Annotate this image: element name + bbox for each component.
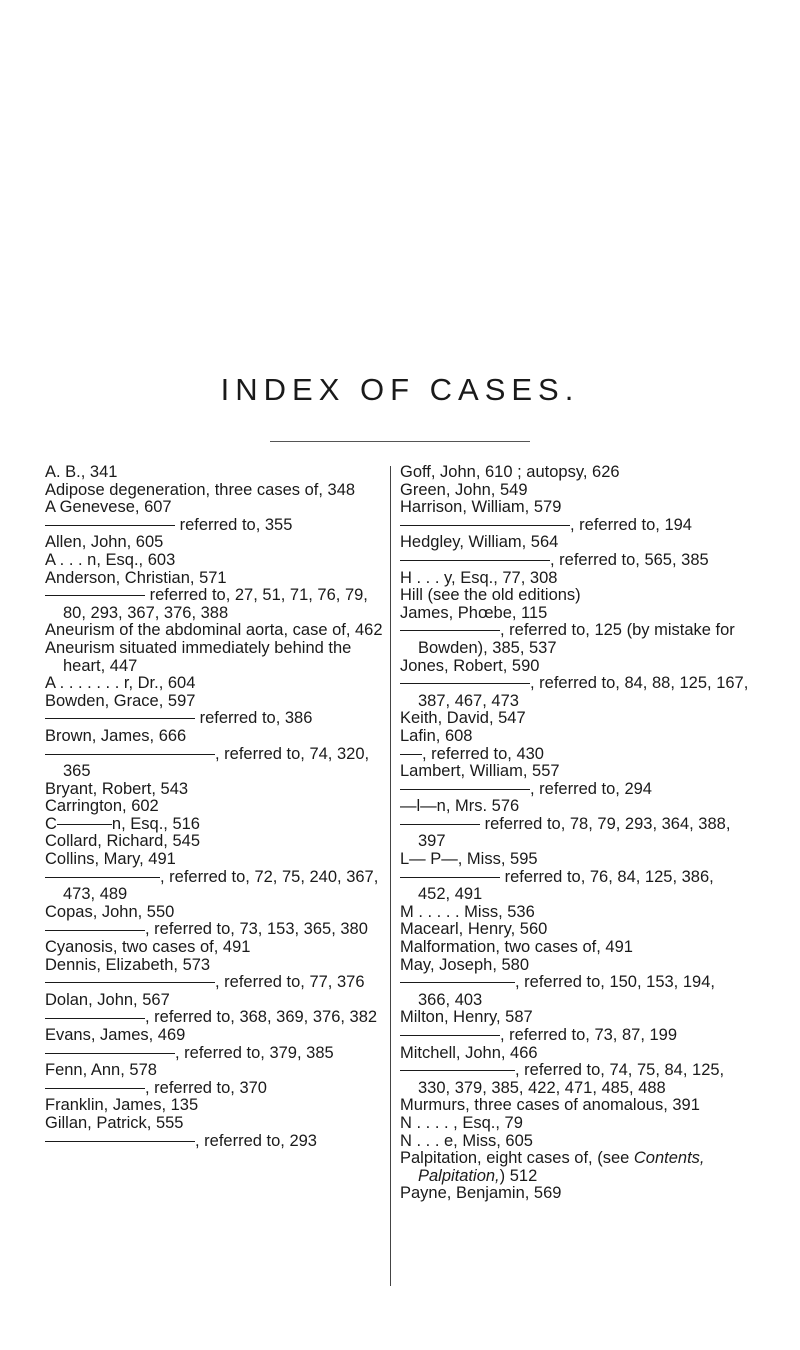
index-entry: referred to, 76, 84, 125, 386, 452, 491 bbox=[400, 869, 750, 904]
index-entry: Palpitation, eight cases of, (see Contents, Palpitation,) 512 bbox=[400, 1149, 705, 1185]
index-entry: , referred to, 368, 369, 376, 382 bbox=[45, 1009, 390, 1027]
index-entry: , referred to, 565, 385 bbox=[400, 552, 750, 570]
index-entry: Allen, John, 605 bbox=[45, 533, 164, 552]
ditto-dash bbox=[57, 824, 112, 825]
ditto-dash bbox=[45, 595, 145, 596]
ditto-dash bbox=[45, 1141, 195, 1142]
ditto-dash bbox=[45, 930, 145, 931]
index-entry: , referred to, 84, 88, 125, 167, 387, 467, 473 bbox=[400, 675, 750, 710]
index-entry: , referred to, 74, 75, 84, 125, 330, 379, 385, 422, 471, 485, 488 bbox=[400, 1062, 750, 1097]
index-entry: Hill (see the old editions) bbox=[400, 586, 581, 605]
index-entry: referred to, 355 bbox=[45, 517, 390, 535]
index-entry: Mitchell, John, 466 bbox=[400, 1043, 538, 1062]
index-entry: , referred to, 379, 385 bbox=[45, 1045, 390, 1063]
index-entry: , referred to, 293 bbox=[45, 1133, 390, 1151]
index-entry: M . . . . . Miss, 536 bbox=[400, 902, 535, 921]
index-entry: Green, John, 549 bbox=[400, 480, 528, 499]
index-entry: Fenn, Ann, 578 bbox=[45, 1061, 157, 1080]
ditto-dash bbox=[400, 1035, 500, 1036]
index-entry: Carrington, 602 bbox=[45, 797, 159, 816]
index-entry: , referred to, 73, 153, 365, 380 bbox=[45, 921, 390, 939]
index-entry: Dolan, John, 567 bbox=[45, 990, 170, 1009]
index-entry: , referred to, 194 bbox=[400, 517, 750, 535]
index-entry: , referred to, 430 bbox=[400, 746, 750, 764]
index-entry: referred to, 386 bbox=[45, 710, 390, 728]
index-entry: Gillan, Patrick, 555 bbox=[45, 1113, 184, 1132]
index-entry: C n, Esq., 516 bbox=[45, 814, 200, 833]
index-entry: A . . . . . . . r, Dr., 604 bbox=[45, 674, 196, 693]
index-entry: Dennis, Elizabeth, 573 bbox=[45, 955, 211, 974]
ditto-dash bbox=[400, 525, 570, 526]
column-divider bbox=[390, 466, 391, 1286]
index-entry: referred to, 78, 79, 293, 364, 388, 397 bbox=[400, 816, 750, 851]
index-entry: Malformation, two cases of, 491 bbox=[400, 938, 633, 957]
index-entry: , referred to, 294 bbox=[400, 781, 750, 799]
index-entry: Jones, Robert, 590 bbox=[400, 656, 540, 675]
index-entry: May, Joseph, 580 bbox=[400, 955, 530, 974]
index-entry: Evans, James, 469 bbox=[45, 1026, 186, 1044]
ditto-dash bbox=[400, 789, 530, 790]
ditto-dash bbox=[45, 1088, 145, 1089]
left-column bbox=[45, 464, 390, 1150]
ditto-dash bbox=[400, 754, 422, 755]
index-entry: Adipose degeneration, three cases of, 348 bbox=[45, 480, 356, 499]
ditto-dash bbox=[45, 1053, 175, 1054]
index-entry: Lambert, William, 557 bbox=[400, 762, 560, 781]
index-entry: referred to, 27, 51, 71, 76, 79, 80, 293, 367, 376, 388 bbox=[45, 587, 390, 622]
index-entry: Brown, James, 666 bbox=[45, 726, 187, 745]
ditto-dash bbox=[45, 718, 195, 719]
index-entry: Hedgley, William, 564 bbox=[400, 533, 559, 552]
index-entry: Cyanosis, two cases of, 491 bbox=[45, 938, 251, 957]
ditto-dash bbox=[45, 877, 160, 878]
index-entry: Goff, John, 610 ; autopsy, 626 bbox=[400, 463, 620, 481]
index-entry: Harrison, William, 579 bbox=[400, 498, 562, 517]
index-entry: Bryant, Robert, 543 bbox=[45, 779, 189, 798]
index-entry: James, Phœbe, 115 bbox=[400, 603, 548, 622]
index-entry: , referred to, 73, 87, 199 bbox=[400, 1027, 750, 1045]
index-entry: L— P—, Miss, 595 bbox=[400, 850, 538, 869]
index-entry: Aneurism situated immediately behind the heart, 447 bbox=[45, 638, 352, 675]
ditto-dash bbox=[400, 1070, 515, 1071]
ditto-dash bbox=[400, 560, 550, 561]
index-entry: N . . . e, Miss, 605 bbox=[400, 1131, 533, 1150]
index-entry: Payne, Benjamin, 569 bbox=[400, 1184, 562, 1203]
index-entry: Bowden, Grace, 597 bbox=[45, 691, 196, 710]
index-entry: A. B., 341 bbox=[45, 463, 118, 481]
index-entry: H . . . y, Esq., 77, 308 bbox=[400, 568, 558, 587]
index-entry: Collins, Mary, 491 bbox=[45, 850, 176, 869]
ditto-dash bbox=[45, 525, 175, 526]
index-entry: Keith, David, 547 bbox=[400, 709, 526, 728]
ditto-dash bbox=[400, 982, 515, 983]
index-entry: , referred to, 72, 75, 240, 367, 473, 489 bbox=[45, 869, 390, 904]
index-entry: Milton, Henry, 587 bbox=[400, 1008, 533, 1027]
ditto-dash bbox=[400, 877, 500, 878]
index-entry: N . . . . , Esq., 79 bbox=[400, 1113, 523, 1132]
ditto-dash bbox=[45, 754, 215, 755]
index-entry: , referred to, 125 (by mistake for Bowden), 385, 537 bbox=[400, 622, 750, 657]
index-entry: Copas, John, 550 bbox=[45, 902, 175, 921]
index-entry: Franklin, James, 135 bbox=[45, 1096, 199, 1115]
title-rule bbox=[270, 441, 530, 442]
index-entry: —l—n, Mrs. 576 bbox=[400, 797, 520, 816]
index-entry: , referred to, 74, 320, 365 bbox=[45, 746, 390, 781]
index-entry: A . . . n, Esq., 603 bbox=[45, 550, 176, 569]
ditto-dash bbox=[400, 824, 480, 825]
right-column bbox=[400, 464, 750, 1203]
index-entry: , referred to, 150, 153, 194, 366, 403 bbox=[400, 974, 750, 1009]
index-entry: , referred to, 77, 376 bbox=[45, 974, 390, 992]
ditto-dash bbox=[45, 982, 215, 983]
index-entry: Collard, Richard, 545 bbox=[45, 832, 200, 851]
index-entry: Murmurs, three cases of anomalous, 391 bbox=[400, 1096, 700, 1115]
index-entry: , referred to, 370 bbox=[45, 1080, 390, 1098]
index-entry: Lafin, 608 bbox=[400, 726, 473, 745]
page-title: INDEX OF CASES. bbox=[220, 372, 580, 407]
ditto-dash bbox=[400, 683, 530, 684]
index-entry: A Genevese, 607 bbox=[45, 498, 172, 517]
index-entry: Anderson, Christian, 571 bbox=[45, 568, 227, 587]
index-entry: Macearl, Henry, 560 bbox=[400, 920, 548, 939]
ditto-dash bbox=[400, 630, 500, 631]
ditto-dash bbox=[45, 1018, 145, 1019]
index-entry: Aneurism of the abdominal aorta, case of, 462 bbox=[45, 621, 383, 640]
